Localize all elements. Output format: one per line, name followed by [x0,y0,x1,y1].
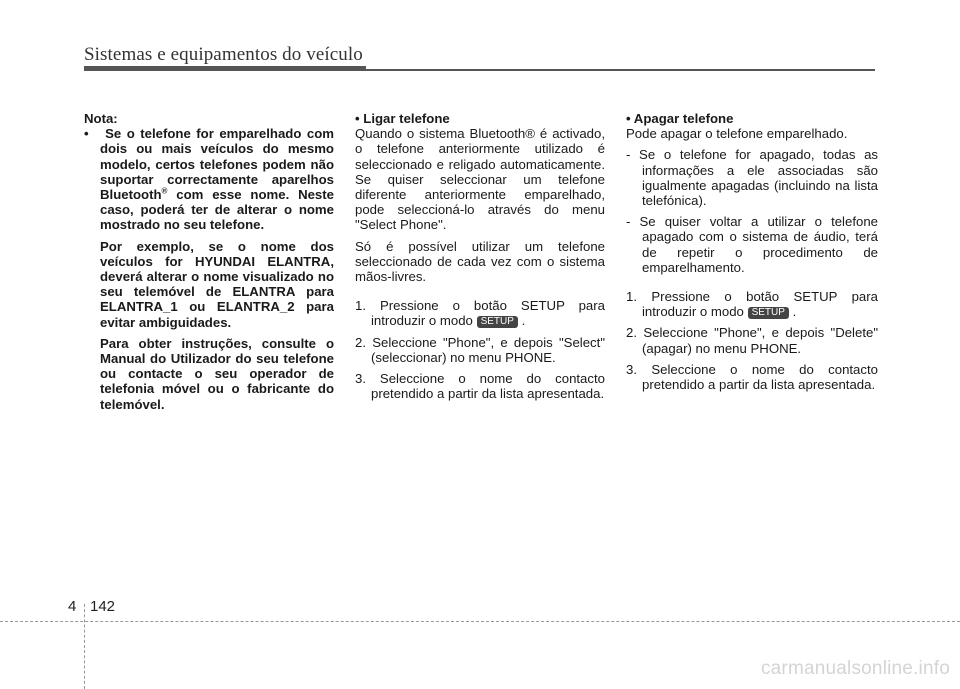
section-title: Sistemas e equipamentos do veículo [84,44,363,65]
header-rule-thin [366,69,875,71]
column-connect-phone [355,111,605,401]
connect-heading: • Ligar telefone [355,111,450,126]
delete-paragraph: Pode apagar o telefone emparelhado. [626,126,848,142]
page-number: 142 [90,598,116,615]
connect-handsfree-paragraph: Só é possível utilizar um telefone seleccionado de cada vez com o sistema mãos-livres. [355,238,605,285]
delete-note-2: - Se quiser voltar a utilizar o telefone apagado com o sistema de áudio, terá de repetir o procedimento de emparelhamento. [626,214,878,275]
connect-step-3: 3. Seleccione o nome do contacto pretendido a partir da lista apresentada. [355,371,605,402]
connect-step-2: 2. Seleccione "Phone", e depois "Select" (seleccionar) no menu PHONE. [355,334,605,365]
delete-step-2: 2. Seleccione "Phone", e depois "Delete" (apagar) no menu PHONE. [626,325,878,356]
note-instructions: Para obter instruções, consulte o Manual do Utilizador do seu telefone ou contacte o seu operador de telefonia móvel ou o fabricante do telemóvel. [100,335,334,412]
chapter-number: 4 [68,598,77,615]
note-text-b: com esse nome. Neste caso, poderá ter de alterar o nome mostrado no seu telefone. [100,187,334,233]
registered-mark: ® [161,186,168,196]
setup-key-icon: SETUP [477,316,518,328]
connect-step-1: 1. Pressione o botão SETUP para introduzir o modo SETUP . [355,298,605,329]
delete-step-1: 1. Pressione o botão SETUP para introduzir o modo SETUP . [626,289,878,320]
header-rule-thick [84,66,366,71]
setup-key-icon: SETUP [748,307,789,319]
delete-heading: • Apagar telefone [626,111,734,126]
watermark: carmanualsonline.info [760,658,950,679]
column-note [84,111,334,412]
connect-paragraph: Quando o sistema Bluetooth® é activado, o telefone anteriormente utilizado é seleccionado e religado automaticamente. Se quiser seleccionar um telefone diferente anteriormente emparelhado, pode seleccioná-lo através do menu "Select Phone". [355,126,605,233]
footer-rule [0,621,960,622]
delete-step-3: 3. Seleccione o nome do contacto pretendido a partir da lista apresentada. [626,361,878,393]
bullet-mark: • [84,126,89,142]
note-label: Nota: [84,111,118,126]
footer-divider [84,604,85,689]
delete-note-1: - Se o telefone for apagado, todas as informações a ele associadas são igualmente apagadas (incluindo na lista telefónica). [626,147,878,209]
note-example: Por exemplo, se o nome dos veículos for HYUNDAI ELANTRA, deverá alterar o nome visualizado no seu telemóvel de ELANTRA para ELANTRA_1 ou ELANTRA_2 para evitar ambiguidades. [100,238,334,330]
note-text-a: Se o telefone for emparelhado com dois ou mais veículos do mesmo modelo, certos telefones podem não suportar correctamente aparelhos Bluetooth [100,126,335,203]
note-paragraph [84,126,334,232]
column-delete-phone [626,111,878,392]
